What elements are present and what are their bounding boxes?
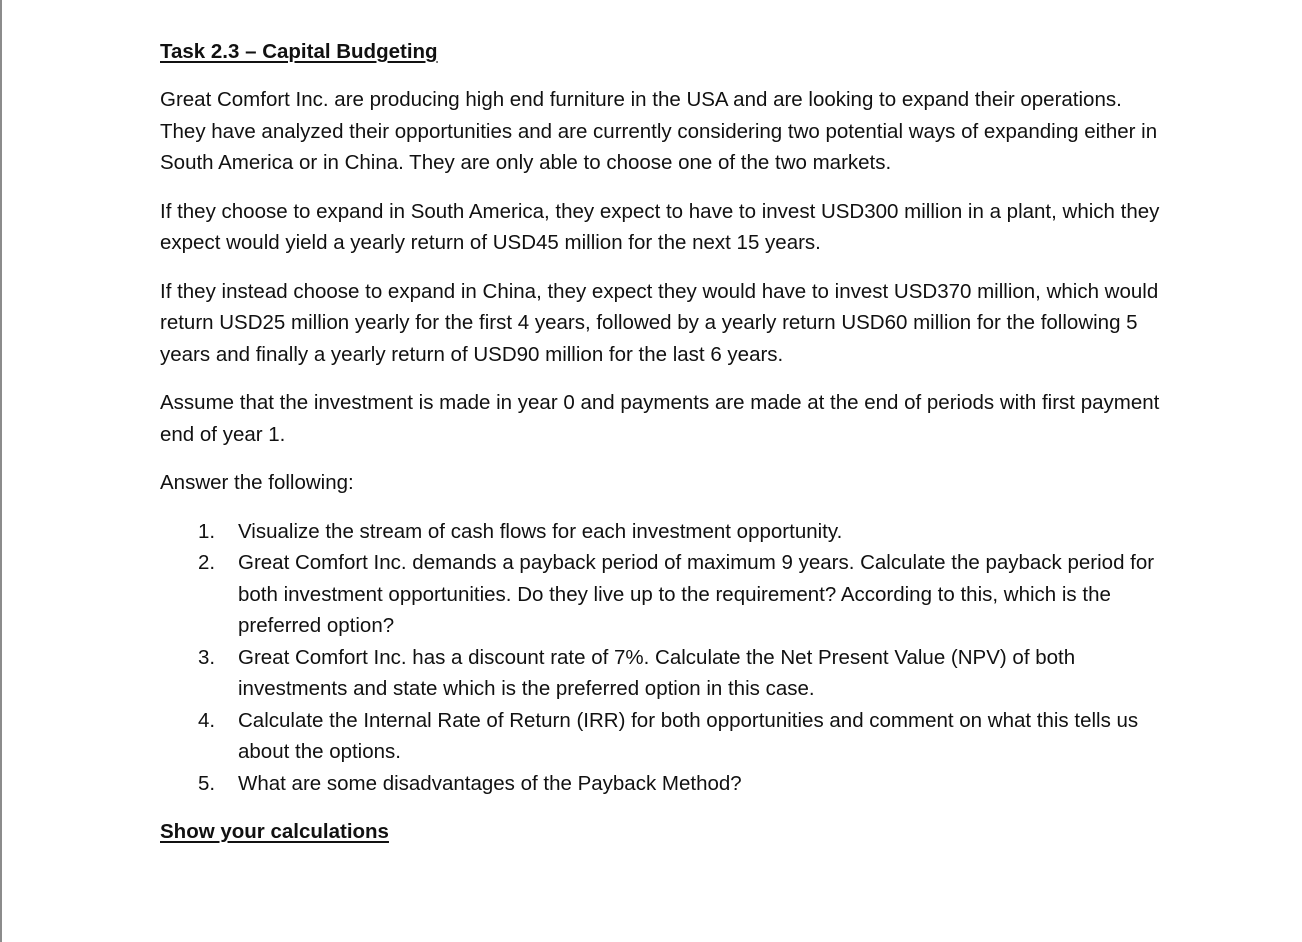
south-america-paragraph: If they choose to expand in South America, they expect to have to invest USD300 million in a plant, which they expect would yield a yearly return of USD45 million for the next 15 years. [160,199,1160,254]
list-item-number: 1. [198,519,216,543]
task-title: Task 2.3 – Capital Budgeting [160,40,438,63]
list-item-text: Great Comfort Inc. has a discount rate of 7%. Calculate the Net Present Value (NPV) of both investments and state which is the preferred option in this case. [238,645,1076,700]
list-item-number: 5. [198,771,216,795]
list-item [160,547,1160,642]
list-item [160,705,1160,768]
list-item-text: Calculate the Internal Rate of Return (IRR) for both opportunities and comment on what this tells us about the options. [238,708,1139,763]
answer-prompt: Answer the following: [160,471,354,494]
list-item-number: 4. [198,708,216,732]
list-item-number: 3. [198,645,216,669]
list-item [160,642,1160,705]
assumption-paragraph: Assume that the investment is made in year 0 and payments are made at the end of periods with first payment end of year 1. [160,391,1160,446]
intro-paragraph: Great Comfort Inc. are producing high end furniture in the USA and are looking to expand their operations. They have analyzed their opportunities and are currently considering two potential ways of expanding either in South America or in China. They are only able to choose one of the two markets. [160,88,1158,174]
show-calculations-label: Show your calculations [160,820,389,843]
list-item-text: Great Comfort Inc. demands a payback period of maximum 9 years. Calculate the payback period for both investment opportunities. Do they live up to the requirement? According to this, which is the preferred option? [238,551,1155,637]
page-left-border [0,0,2,942]
list-item-text: What are some disadvantages of the Payback Method? [238,771,742,795]
list-item-number: 2. [198,551,216,574]
china-paragraph: If they instead choose to expand in China, they expect they would have to invest USD370 million, which would return USD25 million yearly for the first 4 years, followed by a yearly return USD60 million for the following 5 years and finally a yearly return of USD90 million for the last 6 years. [160,279,1159,366]
question-list [160,516,1160,800]
list-item [160,768,1160,800]
document-body [160,36,1160,848]
list-item-text: Visualize the stream of cash flows for each investment opportunity. [238,519,843,543]
list-item [160,516,1160,548]
